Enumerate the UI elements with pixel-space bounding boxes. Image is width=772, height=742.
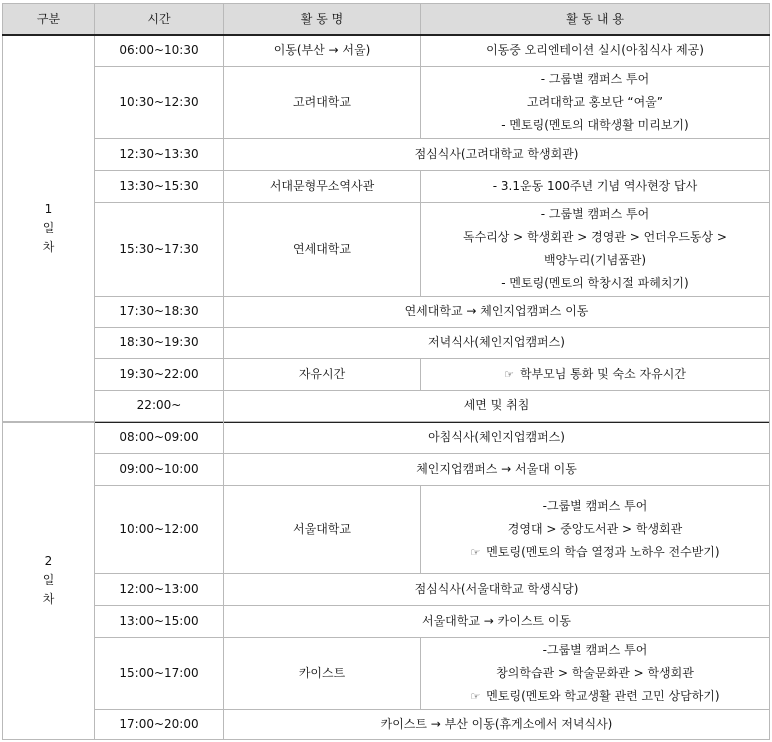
header-content: 활 동 내 용	[421, 4, 770, 36]
activity-cell: 서울대학교	[224, 486, 421, 574]
time-cell: 06:00~10:30	[95, 35, 224, 66]
merged-cell: 서울대학교 → 카이스트 이동	[224, 606, 770, 638]
time-cell: 08:00~09:00	[95, 422, 224, 454]
schedule-table-day2	[2, 421, 770, 740]
content-cell: 이동중 오리엔테이션 실시(아침식사 제공)	[421, 35, 770, 66]
merged-cell: 카이스트 → 부산 이동(휴게소에서 저녁식사)	[224, 710, 770, 740]
content-cell: -그룹별 캠퍼스 투어 창의학습관 > 학술문화관 > 학생회관 ☞ 멘토링(멘토와 학교생활 관련 고민 상담하기)	[421, 638, 770, 710]
table-row	[3, 390, 770, 422]
table-row	[3, 358, 770, 390]
content-cell: - 그룹별 캠퍼스 투어 독수리상 > 학생회관 > 경영관 > 언더우드동상 > 백양누리(기념품관) - 멘토링(멘토의 학창시절 파헤치기)	[421, 202, 770, 296]
time-cell: 10:30~12:30	[95, 66, 224, 138]
content-cell: ☞ 학부모님 통화 및 숙소 자유시간	[421, 358, 770, 390]
table-row	[3, 35, 770, 66]
merged-cell: 아침식사(체인지업캠퍼스)	[224, 422, 770, 454]
table-row	[3, 710, 770, 740]
time-cell: 10:00~12:00	[95, 486, 224, 574]
schedule-table	[2, 3, 770, 423]
merged-cell: 점심식사(서울대학교 학생식당)	[224, 574, 770, 606]
time-cell: 13:00~15:00	[95, 606, 224, 638]
table-row	[3, 202, 770, 296]
activity-cell: 카이스트	[224, 638, 421, 710]
table-row	[3, 327, 770, 358]
time-cell: 17:30~18:30	[95, 296, 224, 327]
merged-cell: 세면 및 취침	[224, 390, 770, 422]
table-row	[3, 486, 770, 574]
table-row	[3, 66, 770, 138]
table-row	[3, 170, 770, 202]
time-cell: 09:00~10:00	[95, 454, 224, 486]
table-row	[3, 138, 770, 170]
content-cell: - 3.1운동 100주년 기념 역사현장 답사	[421, 170, 770, 202]
table-row	[3, 574, 770, 606]
hand-pointing-icon: ☞	[504, 367, 514, 381]
merged-cell: 연세대학교 → 체인지업캠퍼스 이동	[224, 296, 770, 327]
merged-cell: 저녁식사(체인지업캠퍼스)	[224, 327, 770, 358]
table-row	[3, 454, 770, 486]
activity-cell: 고려대학교	[224, 66, 421, 138]
table-row	[3, 296, 770, 327]
day-label-1: 1 일 차	[3, 35, 95, 422]
time-cell: 22:00~	[95, 390, 224, 422]
hand-pointing-icon: ☞	[470, 690, 481, 703]
hand-pointing-icon: ☞	[470, 546, 481, 559]
activity-cell: 연세대학교	[224, 202, 421, 296]
header-time: 시간	[95, 4, 224, 36]
header-activity: 활 동 명	[224, 4, 421, 36]
activity-cell: 이동(부산 → 서울)	[224, 35, 421, 66]
time-cell: 13:30~15:30	[95, 170, 224, 202]
time-cell: 15:30~17:30	[95, 202, 224, 296]
content-cell: - 그룹별 캠퍼스 투어 고려대학교 홍보단 “여울” - 멘토링(멘토의 대학생활 미리보기)	[421, 66, 770, 138]
day-label-2: 2 일 차	[3, 422, 95, 740]
merged-cell: 점심식사(고려대학교 학생회관)	[224, 138, 770, 170]
time-cell: 12:00~13:00	[95, 574, 224, 606]
time-cell: 17:00~20:00	[95, 710, 224, 740]
time-cell: 12:30~13:30	[95, 138, 224, 170]
header-day: 구분	[3, 4, 95, 36]
header-row	[3, 4, 770, 36]
table-row	[3, 422, 770, 454]
time-cell: 18:30~19:30	[95, 327, 224, 358]
time-cell: 19:30~22:00	[95, 358, 224, 390]
merged-cell: 체인지업캠퍼스 → 서울대 이동	[224, 454, 770, 486]
time-cell: 15:00~17:00	[95, 638, 224, 710]
table-row	[3, 638, 770, 710]
activity-cell: 서대문형무소역사관	[224, 170, 421, 202]
content-cell: -그룹별 캠퍼스 투어 경영대 > 중앙도서관 > 학생회관 ☞ 멘토링(멘토의 학습 열정과 노하우 전수받기)	[421, 486, 770, 574]
activity-cell: 자유시간	[224, 358, 421, 390]
table-row	[3, 606, 770, 638]
